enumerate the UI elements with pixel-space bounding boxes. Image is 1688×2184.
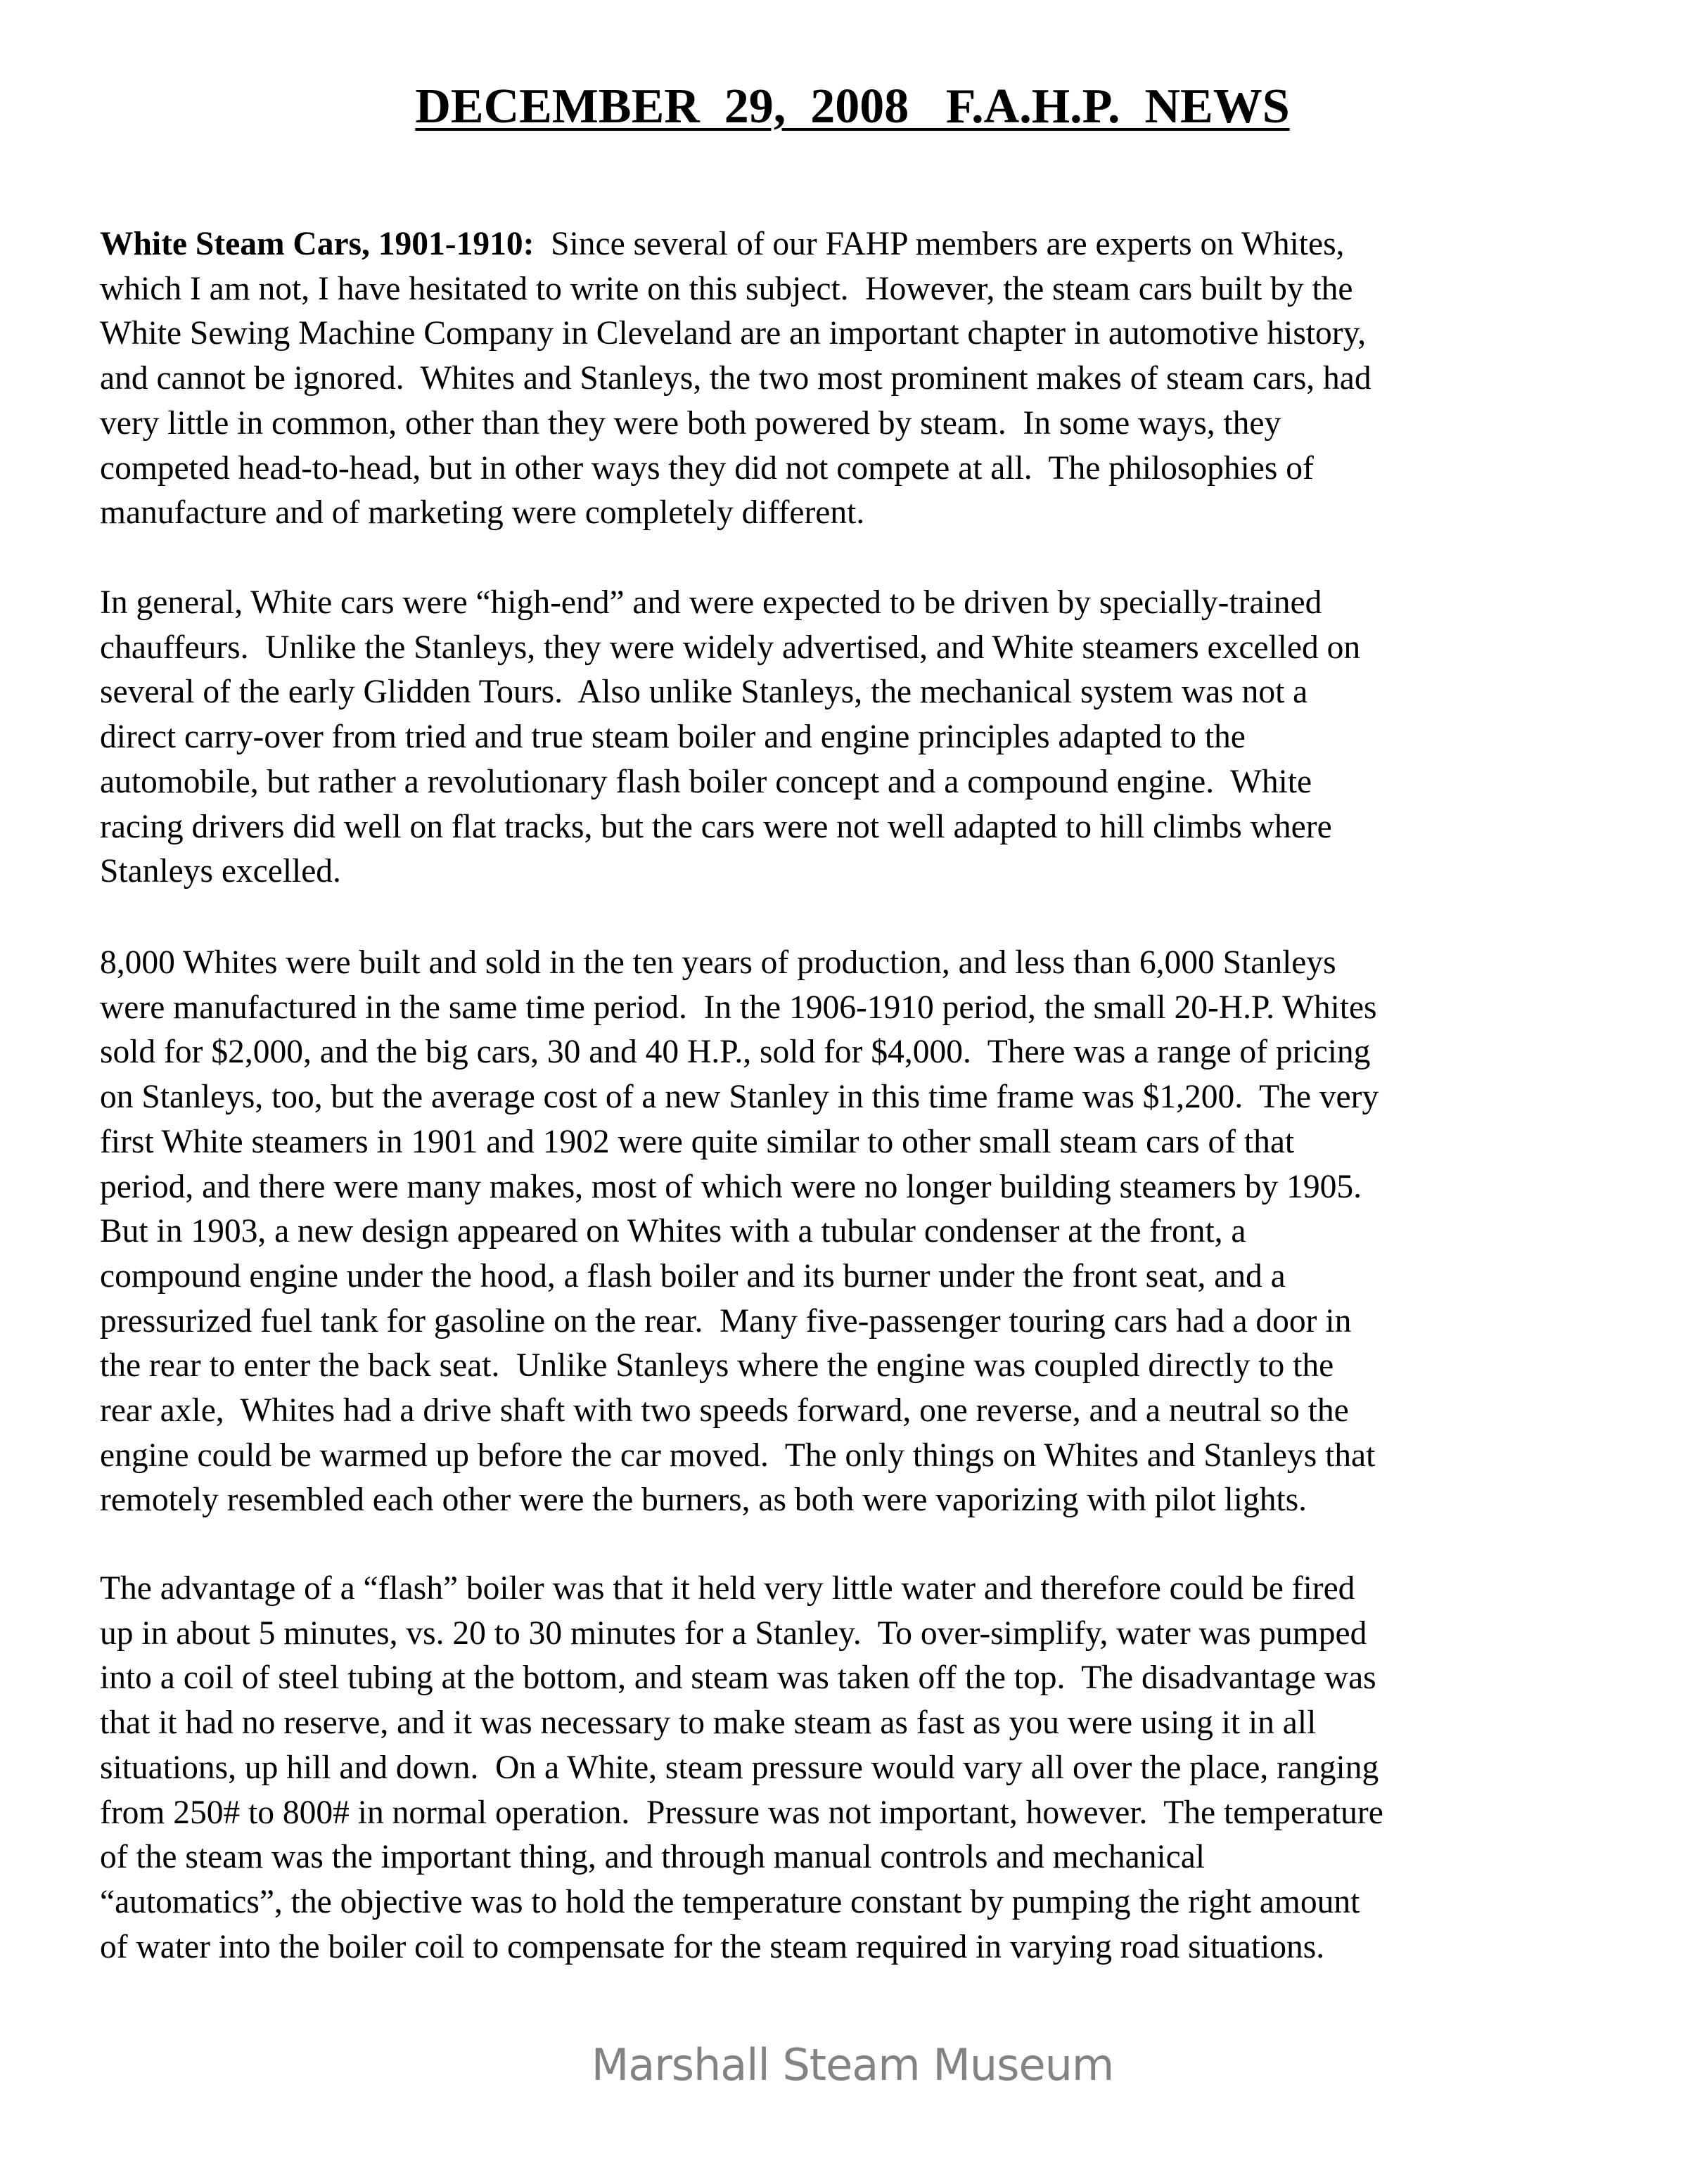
text-line bbox=[100, 1880, 1383, 1925]
text-line bbox=[100, 1389, 1379, 1434]
text-line bbox=[100, 1299, 1379, 1344]
line-text: up in about 5 minutes, vs. 20 to 30 minutes for a Stanley. To over-simplify, water was pumped bbox=[100, 1614, 1367, 1652]
text-line bbox=[100, 1701, 1383, 1746]
line-text: Since several of our FAHP members are experts on Whites, bbox=[534, 226, 1345, 262]
text-line bbox=[100, 1656, 1383, 1701]
paragraph-general bbox=[100, 581, 1360, 894]
text-line bbox=[100, 222, 1372, 267]
line-text: manufacture and of marketing were completely different. bbox=[100, 494, 865, 532]
line-text: several of the early Glidden Tours. Also unlike Stanleys, the mechanical system was not a bbox=[100, 674, 1308, 711]
paragraph-production bbox=[100, 941, 1379, 1523]
text-line bbox=[100, 1925, 1383, 1970]
line-text: White Sewing Machine Company in Cleveland are an important chapter in automotive history, bbox=[100, 315, 1367, 352]
text-line bbox=[100, 311, 1372, 356]
text-line bbox=[100, 581, 1360, 626]
line-text: engine could be warmed up before the car moved. The only things on Whites and Stanleys that bbox=[100, 1437, 1376, 1474]
line-text: the rear to enter the back seat. Unlike Stanleys where the engine was coupled directly to the bbox=[100, 1347, 1334, 1385]
line-text: 8,000 Whites were built and sold in the ten years of production, and less than 6,000 Stanleys bbox=[100, 944, 1336, 981]
line-text: which I am not, I have hesitated to write on this subject. However, the steam cars built by the bbox=[100, 270, 1353, 307]
line-text: situations, up hill and down. On a White, steam pressure would vary all over the place, ranging bbox=[100, 1749, 1379, 1786]
line-text: that it had no reserve, and it was necessary to make steam as fast as you were using it in all bbox=[100, 1704, 1317, 1742]
line-text: first White steamers in 1901 and 1902 were quite similar to other small steam cars of that bbox=[100, 1123, 1295, 1160]
text-line bbox=[100, 356, 1372, 402]
line-text: were manufactured in the same time period. In the 1906-1910 period, the small 20-H.P. Whites bbox=[100, 989, 1377, 1026]
text-line bbox=[100, 670, 1360, 715]
text-line bbox=[100, 1165, 1379, 1210]
text-line bbox=[100, 805, 1360, 850]
paragraph-flash-boiler bbox=[100, 1567, 1383, 1970]
line-text: pressurized fuel tank for gasoline on the rear. Many five-passenger touring cars had a door in bbox=[100, 1302, 1352, 1340]
watermark: Marshall Steam Museum bbox=[591, 2039, 1114, 2090]
line-text: from 250# to 800# in normal operation. Pressure was not important, however. The temperature bbox=[100, 1794, 1383, 1831]
line-text: of the steam was the important thing, and through manual controls and mechanical bbox=[100, 1839, 1206, 1876]
section-lead: White Steam Cars, 1901-1910: bbox=[100, 226, 535, 262]
line-text: chauffeurs. Unlike the Stanleys, they were widely advertised, and White steamers excelled on bbox=[100, 629, 1361, 666]
line-text: The advantage of a “flash” boiler was that it held very little water and therefore could be fired bbox=[100, 1570, 1355, 1607]
title-text: DECEMBER 29, 2008 F.A.H.P. NEWS bbox=[415, 79, 1290, 134]
text-line bbox=[100, 715, 1360, 760]
text-line bbox=[100, 1344, 1379, 1389]
line-text: automobile, but rather a revolutionary flash boiler concept and a compound engine. White bbox=[100, 763, 1312, 800]
line-text: rear axle, Whites had a drive shaft with two speeds forward, one reverse, and a neutral so the bbox=[100, 1392, 1349, 1430]
text-line bbox=[100, 1254, 1379, 1299]
text-line bbox=[100, 986, 1379, 1031]
line-text: But in 1903, a new design appeared on Whites with a tubular condenser at the front, a bbox=[100, 1213, 1246, 1250]
text-line bbox=[100, 1209, 1379, 1254]
line-text: period, and there were many makes, most of which were no longer building steamers by 1905. bbox=[100, 1168, 1362, 1205]
text-line bbox=[100, 1120, 1379, 1165]
text-line bbox=[100, 1567, 1383, 1612]
text-line bbox=[100, 941, 1379, 986]
paragraph-white-steam-cars bbox=[100, 222, 1372, 536]
text-line bbox=[100, 1434, 1379, 1479]
line-text: In general, White cars were “high-end” and were expected to be driven by specially-trained bbox=[100, 584, 1322, 621]
text-line bbox=[100, 626, 1360, 671]
line-text: on Stanleys, too, but the average cost of a new Stanley in this time frame was $1,200. The very bbox=[100, 1079, 1379, 1116]
line-text: “automatics”, the objective was to hold the temperature constant by pumping the right amount bbox=[100, 1883, 1360, 1920]
text-line bbox=[100, 1075, 1379, 1120]
text-line bbox=[100, 1746, 1383, 1791]
text-line bbox=[100, 1478, 1379, 1523]
line-text: competed head-to-head, but in other ways they did not compete at all. The philosophies of bbox=[100, 449, 1314, 487]
text-line bbox=[100, 760, 1360, 805]
page-title bbox=[0, 79, 1688, 135]
text-line bbox=[100, 1030, 1379, 1075]
text-line bbox=[100, 1835, 1383, 1880]
line-text: Stanleys excelled. bbox=[100, 853, 341, 890]
text-line bbox=[100, 1612, 1383, 1657]
line-text: into a coil of steel tubing at the bottom, and steam was taken off the top. The disadvantage was bbox=[100, 1659, 1376, 1697]
text-line bbox=[100, 402, 1372, 447]
text-line bbox=[100, 267, 1372, 312]
text-line bbox=[100, 1791, 1383, 1836]
line-text: direct carry-over from tried and true steam boiler and engine principles adapted to the bbox=[100, 719, 1246, 756]
line-text: and cannot be ignored. Whites and Stanleys, the two most prominent makes of steam cars, had bbox=[100, 360, 1372, 397]
text-line bbox=[100, 491, 1372, 536]
line-text: very little in common, other than they were both powered by steam. In some ways, they bbox=[100, 404, 1281, 442]
text-line bbox=[100, 447, 1372, 492]
text-line bbox=[100, 849, 1360, 894]
line-text: compound engine under the hood, a flash boiler and its burner under the front seat, and a bbox=[100, 1257, 1286, 1295]
line-text: of water into the boiler coil to compensate for the steam required in varying road situations. bbox=[100, 1928, 1325, 1965]
line-text: sold for $2,000, and the big cars, 30 and 40 H.P., sold for $4,000. There was a range of pricing bbox=[100, 1034, 1371, 1071]
line-text: remotely resembled each other were the burners, as both were vaporizing with pilot lights. bbox=[100, 1482, 1307, 1519]
line-text: racing drivers did well on flat tracks, but the cars were not well adapted to hill climbs where bbox=[100, 808, 1332, 845]
